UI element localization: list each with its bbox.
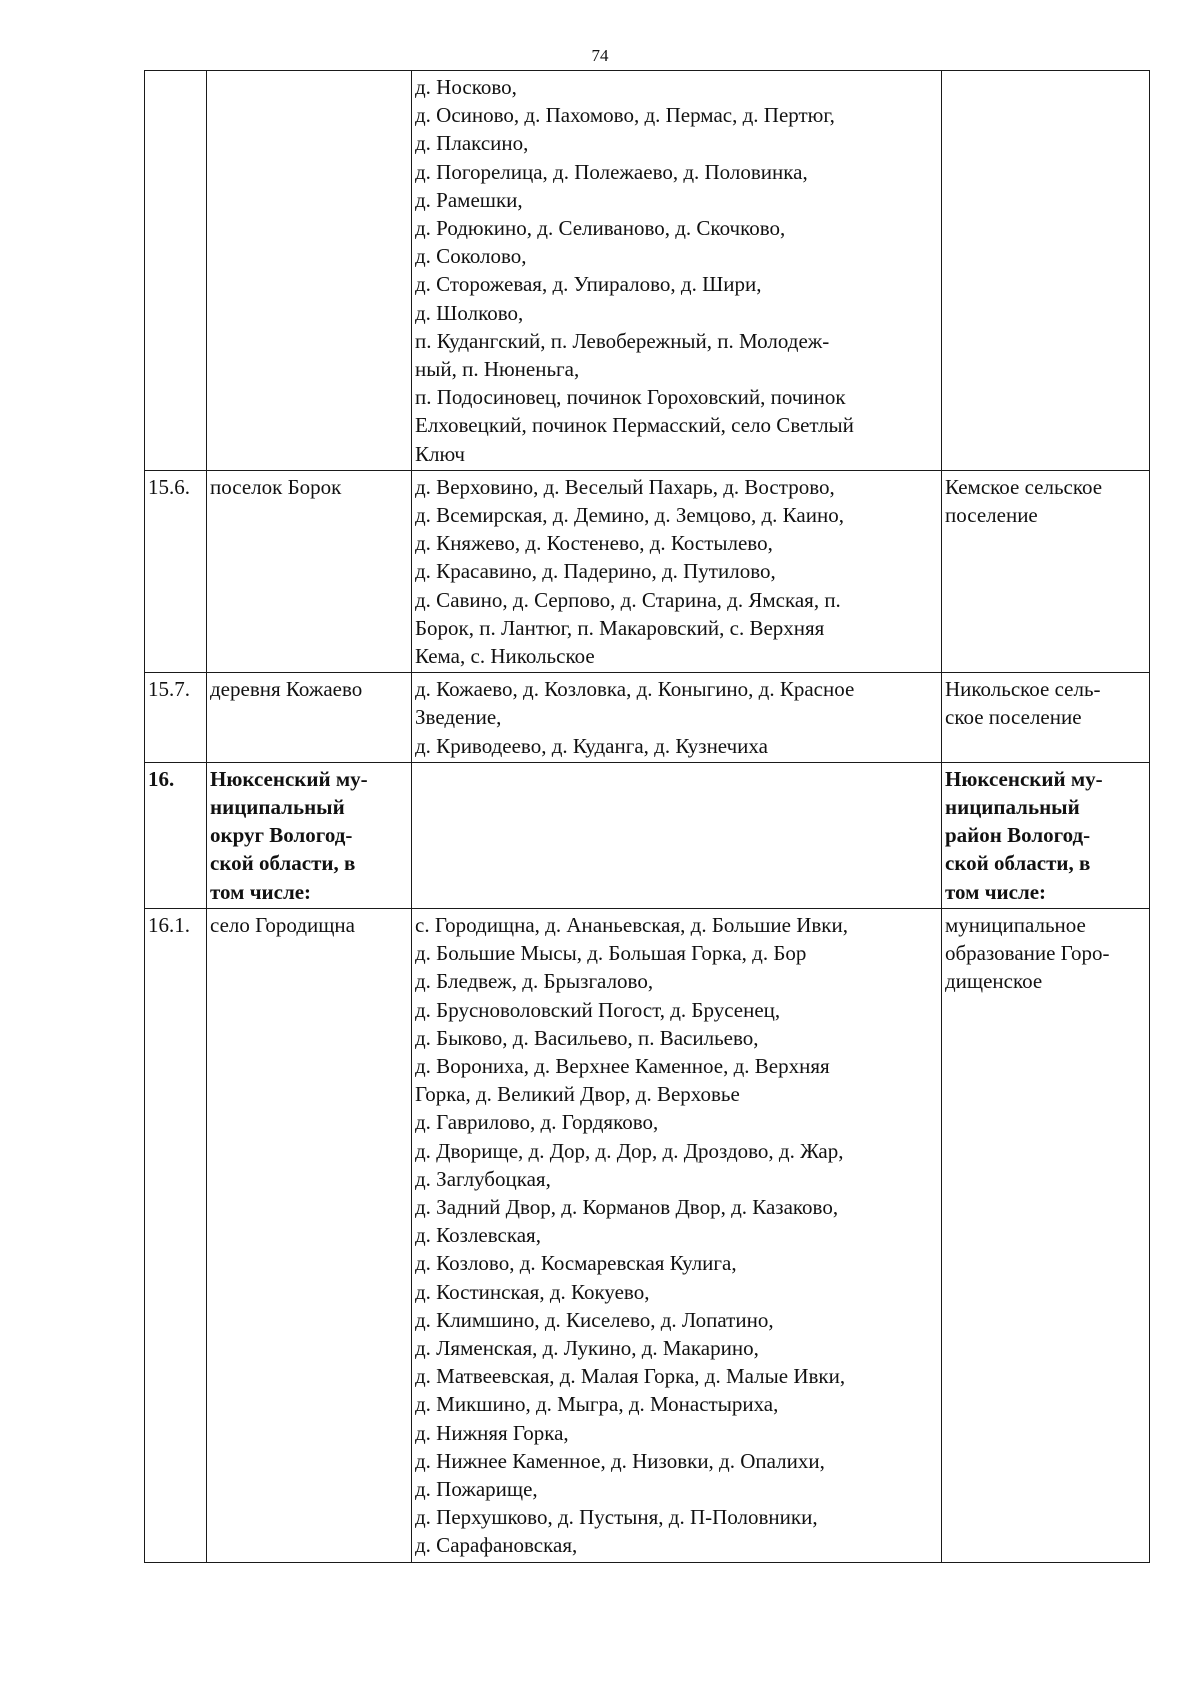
village-line: п. Кудангский, п. Левобережный, п. Молодеж- [415, 328, 830, 353]
villages-cell [412, 470, 942, 672]
municipality-line: Никольское сель- [945, 677, 1101, 702]
village-line: Ключ [415, 441, 465, 466]
village-line: д. Костинская, д. Кокуево, [415, 1279, 650, 1304]
municipality-line: дищенское [945, 969, 1043, 994]
village-line: д. Сторожевая, д. Упиралово, д. Шири, [415, 272, 762, 297]
village-line: д. Козлово, д. Космаревская Кулига, [415, 1251, 737, 1276]
village-line: д. Большие Мысы, д. Большая Горка, д. Бор [415, 941, 807, 966]
municipality-line: том числе: [945, 879, 1047, 904]
village-line: д. Криводеево, д. Куданга, д. Кузнечиха [415, 733, 768, 758]
village-line: ный, п. Нюненьга, [415, 357, 580, 382]
village-line: д. Рамешки, [415, 187, 523, 212]
village-line: д. Микшино, д. Мыгра, д. Монастыриха, [415, 1392, 779, 1417]
village-line: д. Ляменская, д. Лукино, д. Макарино, [415, 1335, 759, 1360]
settlement-line: Нюксенский му- [210, 766, 368, 791]
table-row [145, 470, 1150, 672]
village-line: д. Нижняя Горка, [415, 1420, 569, 1445]
villages-cell [412, 762, 942, 908]
page-number: 74 [591, 46, 609, 65]
municipality-cell [942, 71, 1150, 471]
village-line: д. Быково, д. Васильево, п. Васильево, [415, 1025, 759, 1050]
village-line: Зведение, [415, 705, 502, 730]
village-line: д. Пожарище, [415, 1476, 538, 1501]
village-line: Горка, д. Великий Двор, д. Верховье [415, 1082, 740, 1107]
row-number: 15.6. [145, 470, 207, 672]
village-line: д. Нижнее Каменное, д. Низовки, д. Опалихи, [415, 1448, 825, 1473]
row-number [145, 71, 207, 471]
settlement-cell: деревня Кожаево [207, 673, 412, 763]
municipality-line: образование Горо- [945, 941, 1110, 966]
table-row [145, 762, 1150, 908]
row-number: 16.1. [145, 908, 207, 1562]
village-line: д. Савино, д. Серпово, д. Старина, д. Ямская, п. [415, 587, 841, 612]
settlement-line: ской области, в [210, 851, 356, 876]
municipality-line: район Вологод- [945, 823, 1091, 848]
municipality-cell [942, 673, 1150, 763]
village-line: Кема, с. Никольское [415, 644, 595, 669]
village-line: Елховецкий, починок Пермасский, село Светлый [415, 413, 854, 438]
municipality-cell [942, 470, 1150, 672]
village-line: д. Брусноволовский Погост, д. Брусенец, [415, 997, 781, 1022]
village-line: д. Гаврилово, д. Гордяково, [415, 1110, 659, 1135]
row-number: 16. [145, 762, 207, 908]
village-line: д. Климшино, д. Киселево, д. Лопатино, [415, 1307, 774, 1332]
village-line: д. Носково, [415, 75, 517, 99]
village-line: д. Задний Двор, д. Корманов Двор, д. Казаково, [415, 1194, 839, 1219]
village-line: д. Перхушково, д. Пустыня, д. П-Половники, [415, 1505, 818, 1530]
village-line: д. Козлевская, [415, 1223, 541, 1248]
village-line: д. Верховино, д. Веселый Пахарь, д. Вострово, [415, 474, 835, 499]
village-line: д. Кожаево, д. Козловка, д. Коныгино, д. Красное [415, 677, 855, 702]
village-line: д. Дворище, д. Дор, д. Дор, д. Дроздово, д. Жар, [415, 1138, 844, 1163]
municipality-line: Нюксенский му- [945, 766, 1103, 791]
settlements-table [144, 70, 1150, 1563]
village-line: с. Городищна, д. Ананьевская, д. Большие Ивки, [415, 912, 848, 937]
municipality-line: ской области, в [945, 851, 1091, 876]
table-row [145, 908, 1150, 1562]
village-line: д. Красавино, д. Падерино, д. Путилово, [415, 559, 776, 584]
village-line: д. Ворониха, д. Верхнее Каменное, д. Верхняя [415, 1053, 830, 1078]
village-line: д. Матвеевская, д. Малая Горка, д. Малые Ивки, [415, 1364, 846, 1389]
settlement-line: округ Вологод- [210, 823, 353, 848]
settlement-cell: поселок Борок [207, 470, 412, 672]
village-line: д. Соколово, [415, 244, 527, 269]
village-line: д. Родюкино, д. Селиваново, д. Скочково, [415, 216, 786, 241]
settlement-line: ниципальный [210, 795, 345, 820]
village-line: д. Осиново, д. Пахомово, д. Пермас, д. Пертюг, [415, 103, 835, 128]
municipality-line: Кемское сельское [945, 474, 1103, 499]
village-line: д. Плаксино, [415, 131, 529, 156]
village-line: д. Княжево, д. Костенево, д. Костылево, [415, 531, 773, 556]
villages-cell [412, 71, 942, 471]
village-line: Борок, п. Лантюг, п. Макаровский, с. Верхняя [415, 615, 825, 640]
village-line: д. Сарафановская, [415, 1533, 578, 1558]
municipality-line: поселение [945, 503, 1038, 528]
villages-cell [412, 908, 942, 1562]
municipality-cell [942, 762, 1150, 908]
village-line: д. Погорелица, д. Полежаево, д. Половинка, [415, 159, 808, 184]
municipality-line: ниципальный [945, 795, 1080, 820]
villages-cell [412, 673, 942, 763]
municipality-line: ское поселение [945, 705, 1082, 730]
village-line: д. Бледвеж, д. Брызгалово, [415, 969, 654, 994]
settlement-cell [207, 762, 412, 908]
settlement-line: том числе: [210, 879, 312, 904]
municipality-line: муниципальное [945, 912, 1086, 937]
settlement-cell: село Городищна [207, 908, 412, 1562]
table-row [145, 71, 1150, 471]
table-row [145, 673, 1150, 763]
village-line: д. Заглубоцкая, [415, 1166, 551, 1191]
settlement-cell [207, 71, 412, 471]
village-line: п. Подосиновец, починок Гороховский, починок [415, 385, 846, 410]
village-line: д. Всемирская, д. Демино, д. Земцово, д. Каино, [415, 503, 844, 528]
municipality-cell [942, 908, 1150, 1562]
village-line: д. Шолково, [415, 300, 524, 325]
row-number: 15.7. [145, 673, 207, 763]
